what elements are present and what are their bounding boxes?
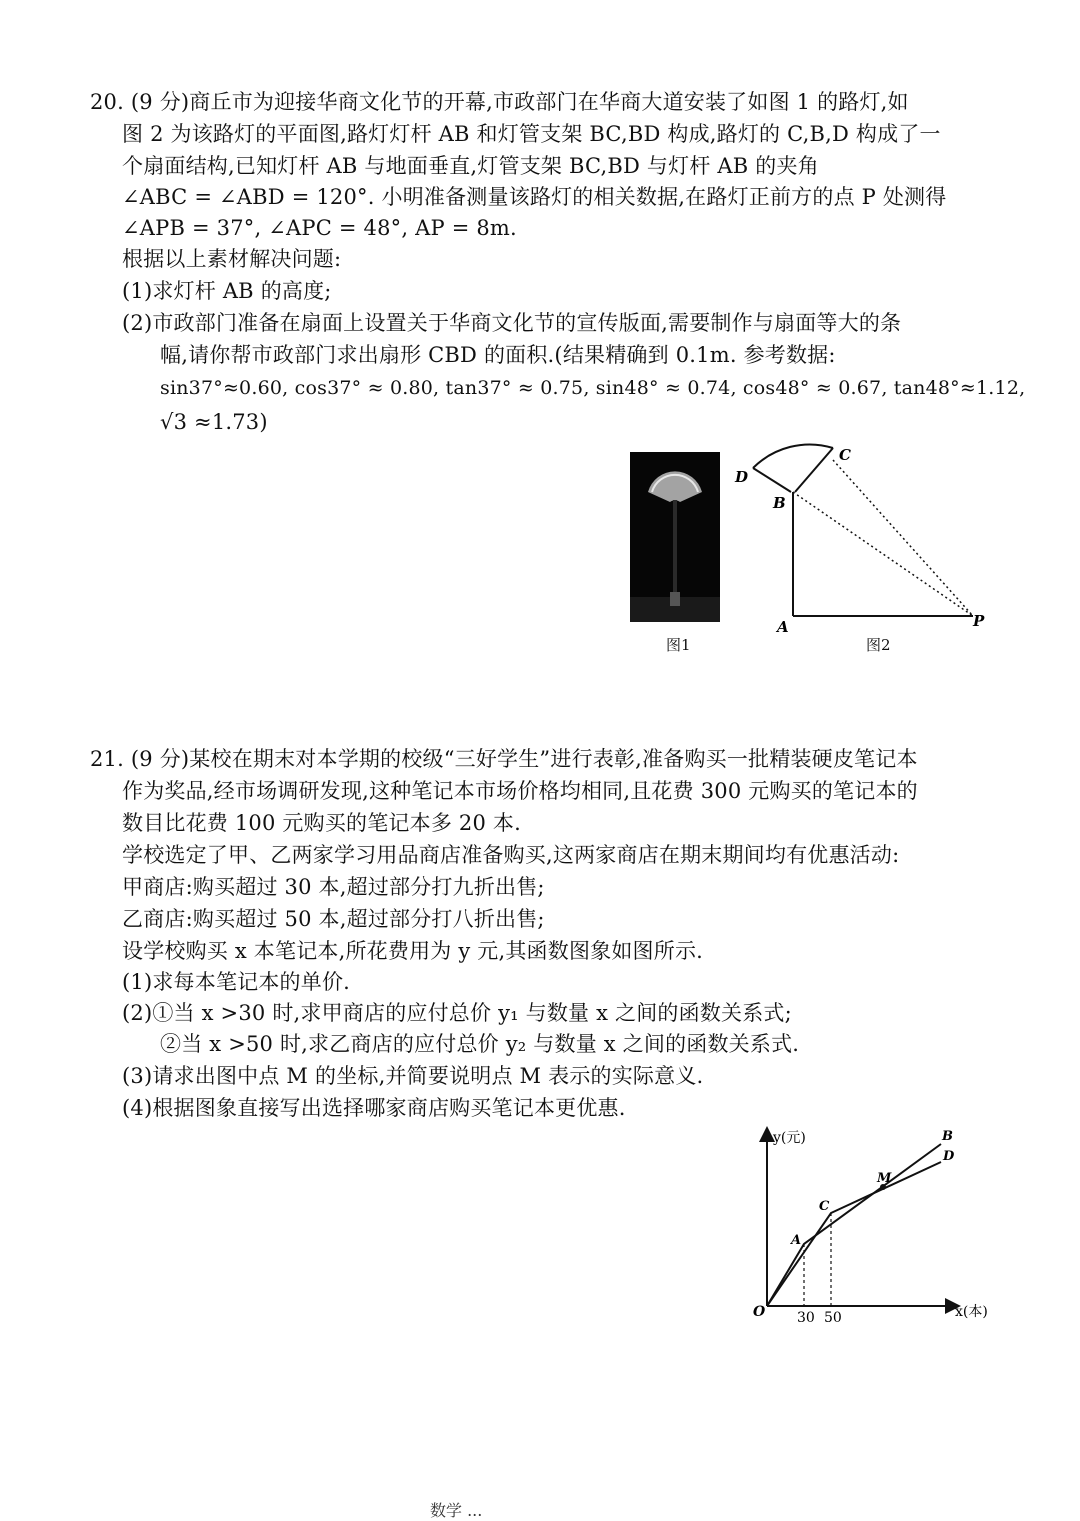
q21-line-3: 数目比花费 100 元购买的笔记本多 20 本. — [122, 811, 521, 835]
q20-line-8: (2)市政部门准备在扇面上设置关于华商文化节的宣传版面,需要制作与扇面等大的条 — [122, 311, 902, 335]
y-axis-label: y(元) — [773, 1130, 806, 1146]
figure-1-lamp-photo — [630, 452, 720, 622]
q20-line-7: (1)求灯杆 AB 的高度; — [122, 279, 332, 303]
line-oab — [767, 1144, 941, 1306]
q20-line-2: 图 2 为该路灯的平面图,路灯灯杆 AB 和灯管支架 BC,BD 构成,路灯的 C,B,D 构成了一 — [122, 122, 941, 146]
label-m-point: M — [877, 1171, 892, 1186]
q21-function-graph — [745, 1120, 1005, 1330]
q21-line-9: (2)①当 x >30 时,求甲商店的应付总价 y₁ 与数量 x 之间的函数关系式; — [122, 1001, 792, 1025]
label-p: P — [973, 612, 985, 630]
q20-line-11: √3 ≈1.73) — [160, 410, 268, 434]
fan-arc — [753, 445, 833, 468]
label-d-point: D — [943, 1149, 955, 1164]
lamp-photo-drawing — [630, 452, 720, 622]
q21-line-6: 乙商店:购买超过 50 本,超过部分打八折出售; — [122, 907, 545, 931]
label-b: B — [773, 494, 786, 512]
label-b-point: B — [942, 1129, 953, 1144]
page-footer: 数学 ... — [430, 1501, 483, 1520]
q20-line-6: 根据以上素材解决问题: — [122, 247, 342, 271]
q20-line-9: 幅,请你帮市政部门求出扇形 CBD 的面积.(结果精确到 0.1m. 参考数据: — [160, 343, 836, 367]
q21-line-8: (1)求每本笔记本的单价. — [122, 970, 351, 994]
label-a: A — [777, 618, 789, 636]
q21-line-5: 甲商店:购买超过 30 本,超过部分打九折出售; — [122, 875, 545, 899]
q21-line-11: (3)请求出图中点 M 的坐标,并简要说明点 M 表示的实际意义. — [122, 1064, 704, 1088]
q21-line-4: 学校选定了甲、乙两家学习用品商店准备购买,这两家商店在期末期间均有优惠活动: — [122, 843, 900, 867]
x-axis-label: x(本) — [955, 1304, 988, 1320]
label-c-point: C — [819, 1199, 830, 1214]
q20-line-3: 个扇面结构,已知灯杆 AB 与地面垂直,灯管支架 BC,BD 与灯杆 AB 的夹角 — [122, 154, 819, 178]
q20-line-10: sin37°≈0.60, cos37° ≈ 0.80, tan37° ≈ 0.75, sin48° ≈ 0.74, cos48° ≈ 0.67, tan48°≈1.12, — [160, 377, 1026, 399]
figure-2-caption: 图2 — [866, 636, 891, 654]
q21-line-2: 作为奖品,经市场调研发现,这种笔记本市场价格均相同,且花费 300 元购买的笔记本的 — [122, 779, 918, 803]
origin-label: O — [753, 1304, 766, 1320]
q20-line-4: ∠ABC = ∠ABD = 120°. 小明准备测量该路灯的相关数据,在路灯正前方的点 P 处测得 — [122, 185, 947, 209]
q20-line-1: 20. (9 分)商丘市为迎接华商文化节的开幕,市政部门在华商大道安装了如图 1 的路灯,如 — [90, 90, 909, 114]
sight-pb — [793, 492, 973, 616]
support-bc — [795, 448, 833, 492]
label-a-point: A — [791, 1233, 802, 1248]
label-d: D — [735, 468, 749, 486]
q21-line-1: 21. (9 分)某校在期末对本学期的校级“三好学生”进行表彰,准备购买一批精装硬皮笔记本 — [90, 747, 918, 771]
figure-1-caption: 图1 — [666, 636, 691, 654]
tick-50: 50 — [824, 1310, 842, 1326]
tick-30: 30 — [797, 1310, 815, 1326]
support-bd — [753, 468, 791, 492]
q21-line-10: ②当 x >50 时,求乙商店的应付总价 y₂ 与数量 x 之间的函数关系式. — [160, 1032, 800, 1056]
q21-line-7: 设学校购买 x 本笔记本,所花费用为 y 元,其函数图象如图所示. — [122, 939, 704, 963]
label-c: C — [839, 446, 851, 464]
figure-2-diagram — [725, 440, 1005, 640]
sight-pc — [833, 460, 973, 616]
q21-line-12: (4)根据图象直接写出选择哪家商店购买笔记本更优惠. — [122, 1096, 626, 1120]
q20-line-5: ∠APB = 37°, ∠APC = 48°, AP = 8m. — [122, 216, 517, 240]
